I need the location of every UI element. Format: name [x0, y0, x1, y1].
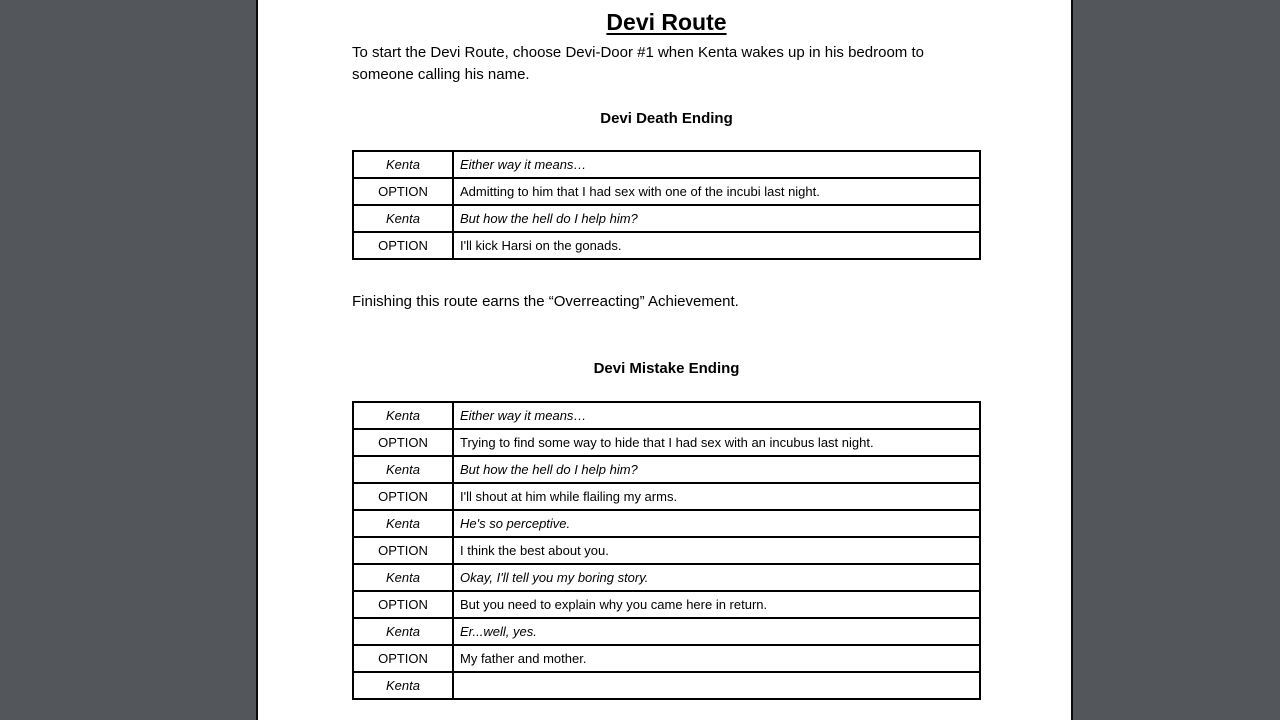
speaker-cell: Kenta: [353, 205, 453, 232]
dialogue-text-cell: Er...well, yes.: [453, 618, 980, 645]
speaker-cell: OPTION: [353, 178, 453, 205]
speaker-cell: Kenta: [353, 564, 453, 591]
section-heading-death-ending: Devi Death Ending: [600, 110, 733, 127]
speaker-cell: Kenta: [353, 402, 453, 429]
intro-paragraph: To start the Devi Route, choose Devi-Door #1 when Kenta wakes up in his bedroom to someone calling his name.: [352, 44, 924, 83]
dialogue-row: [353, 232, 980, 259]
dialogue-text-cell: Either way it means…: [453, 402, 980, 429]
achievement-note: Finishing this route earns the “Overreacting” Achievement.: [352, 293, 739, 310]
dialogue-text-cell: I'll kick Harsi on the gonads.: [453, 232, 980, 259]
dialogue-text-cell: He's so perceptive.: [453, 510, 980, 537]
dialogue-row: [353, 205, 980, 232]
dialogue-text-cell: But how the hell do I help him?: [453, 205, 980, 232]
dialogue-table-death-ending: [352, 150, 981, 260]
dialogue-text-cell: But how the hell do I help him?: [453, 456, 980, 483]
dialogue-row: [353, 672, 980, 699]
speaker-cell: OPTION: [353, 537, 453, 564]
dialogue-text-cell: I think the best about you.: [453, 537, 980, 564]
dialogue-row: [353, 564, 980, 591]
dialogue-row: [353, 591, 980, 618]
dialogue-text-cell: Either way it means…: [453, 151, 980, 178]
speaker-cell: Kenta: [353, 672, 453, 699]
section-heading-mistake-ending: Devi Mistake Ending: [593, 360, 740, 377]
dialogue-text-cell: I'll shout at him while flailing my arms.: [453, 483, 980, 510]
speaker-cell: OPTION: [353, 645, 453, 672]
speaker-cell: OPTION: [353, 591, 453, 618]
speaker-cell: Kenta: [353, 510, 453, 537]
dialogue-row: [353, 151, 980, 178]
dialogue-row: [353, 483, 980, 510]
dialogue-text-cell: [453, 672, 980, 699]
dialogue-row: [353, 178, 980, 205]
speaker-cell: OPTION: [353, 232, 453, 259]
speaker-cell: Kenta: [353, 151, 453, 178]
speaker-cell: Kenta: [353, 618, 453, 645]
dialogue-row: [353, 645, 980, 672]
dialogue-row: [353, 456, 980, 483]
dialogue-row: [353, 618, 980, 645]
dialogue-row: [353, 402, 980, 429]
dialogue-row: [353, 510, 980, 537]
dialogue-text-cell: My father and mother.: [453, 645, 980, 672]
speaker-cell: OPTION: [353, 483, 453, 510]
dialogue-row: [353, 429, 980, 456]
speaker-cell: Kenta: [353, 456, 453, 483]
speaker-cell: OPTION: [353, 429, 453, 456]
dialogue-text-cell: Admitting to him that I had sex with one of the incubi last night.: [453, 178, 980, 205]
dialogue-row: [353, 537, 980, 564]
document-title: Devi Route: [606, 9, 727, 35]
document-page: [256, 0, 1073, 720]
dialogue-text-cell: But you need to explain why you came here in return.: [453, 591, 980, 618]
dialogue-text-cell: Okay, I'll tell you my boring story.: [453, 564, 980, 591]
dialogue-table-mistake-ending: [352, 401, 981, 700]
dialogue-text-cell: Trying to find some way to hide that I had sex with an incubus last night.: [453, 429, 980, 456]
